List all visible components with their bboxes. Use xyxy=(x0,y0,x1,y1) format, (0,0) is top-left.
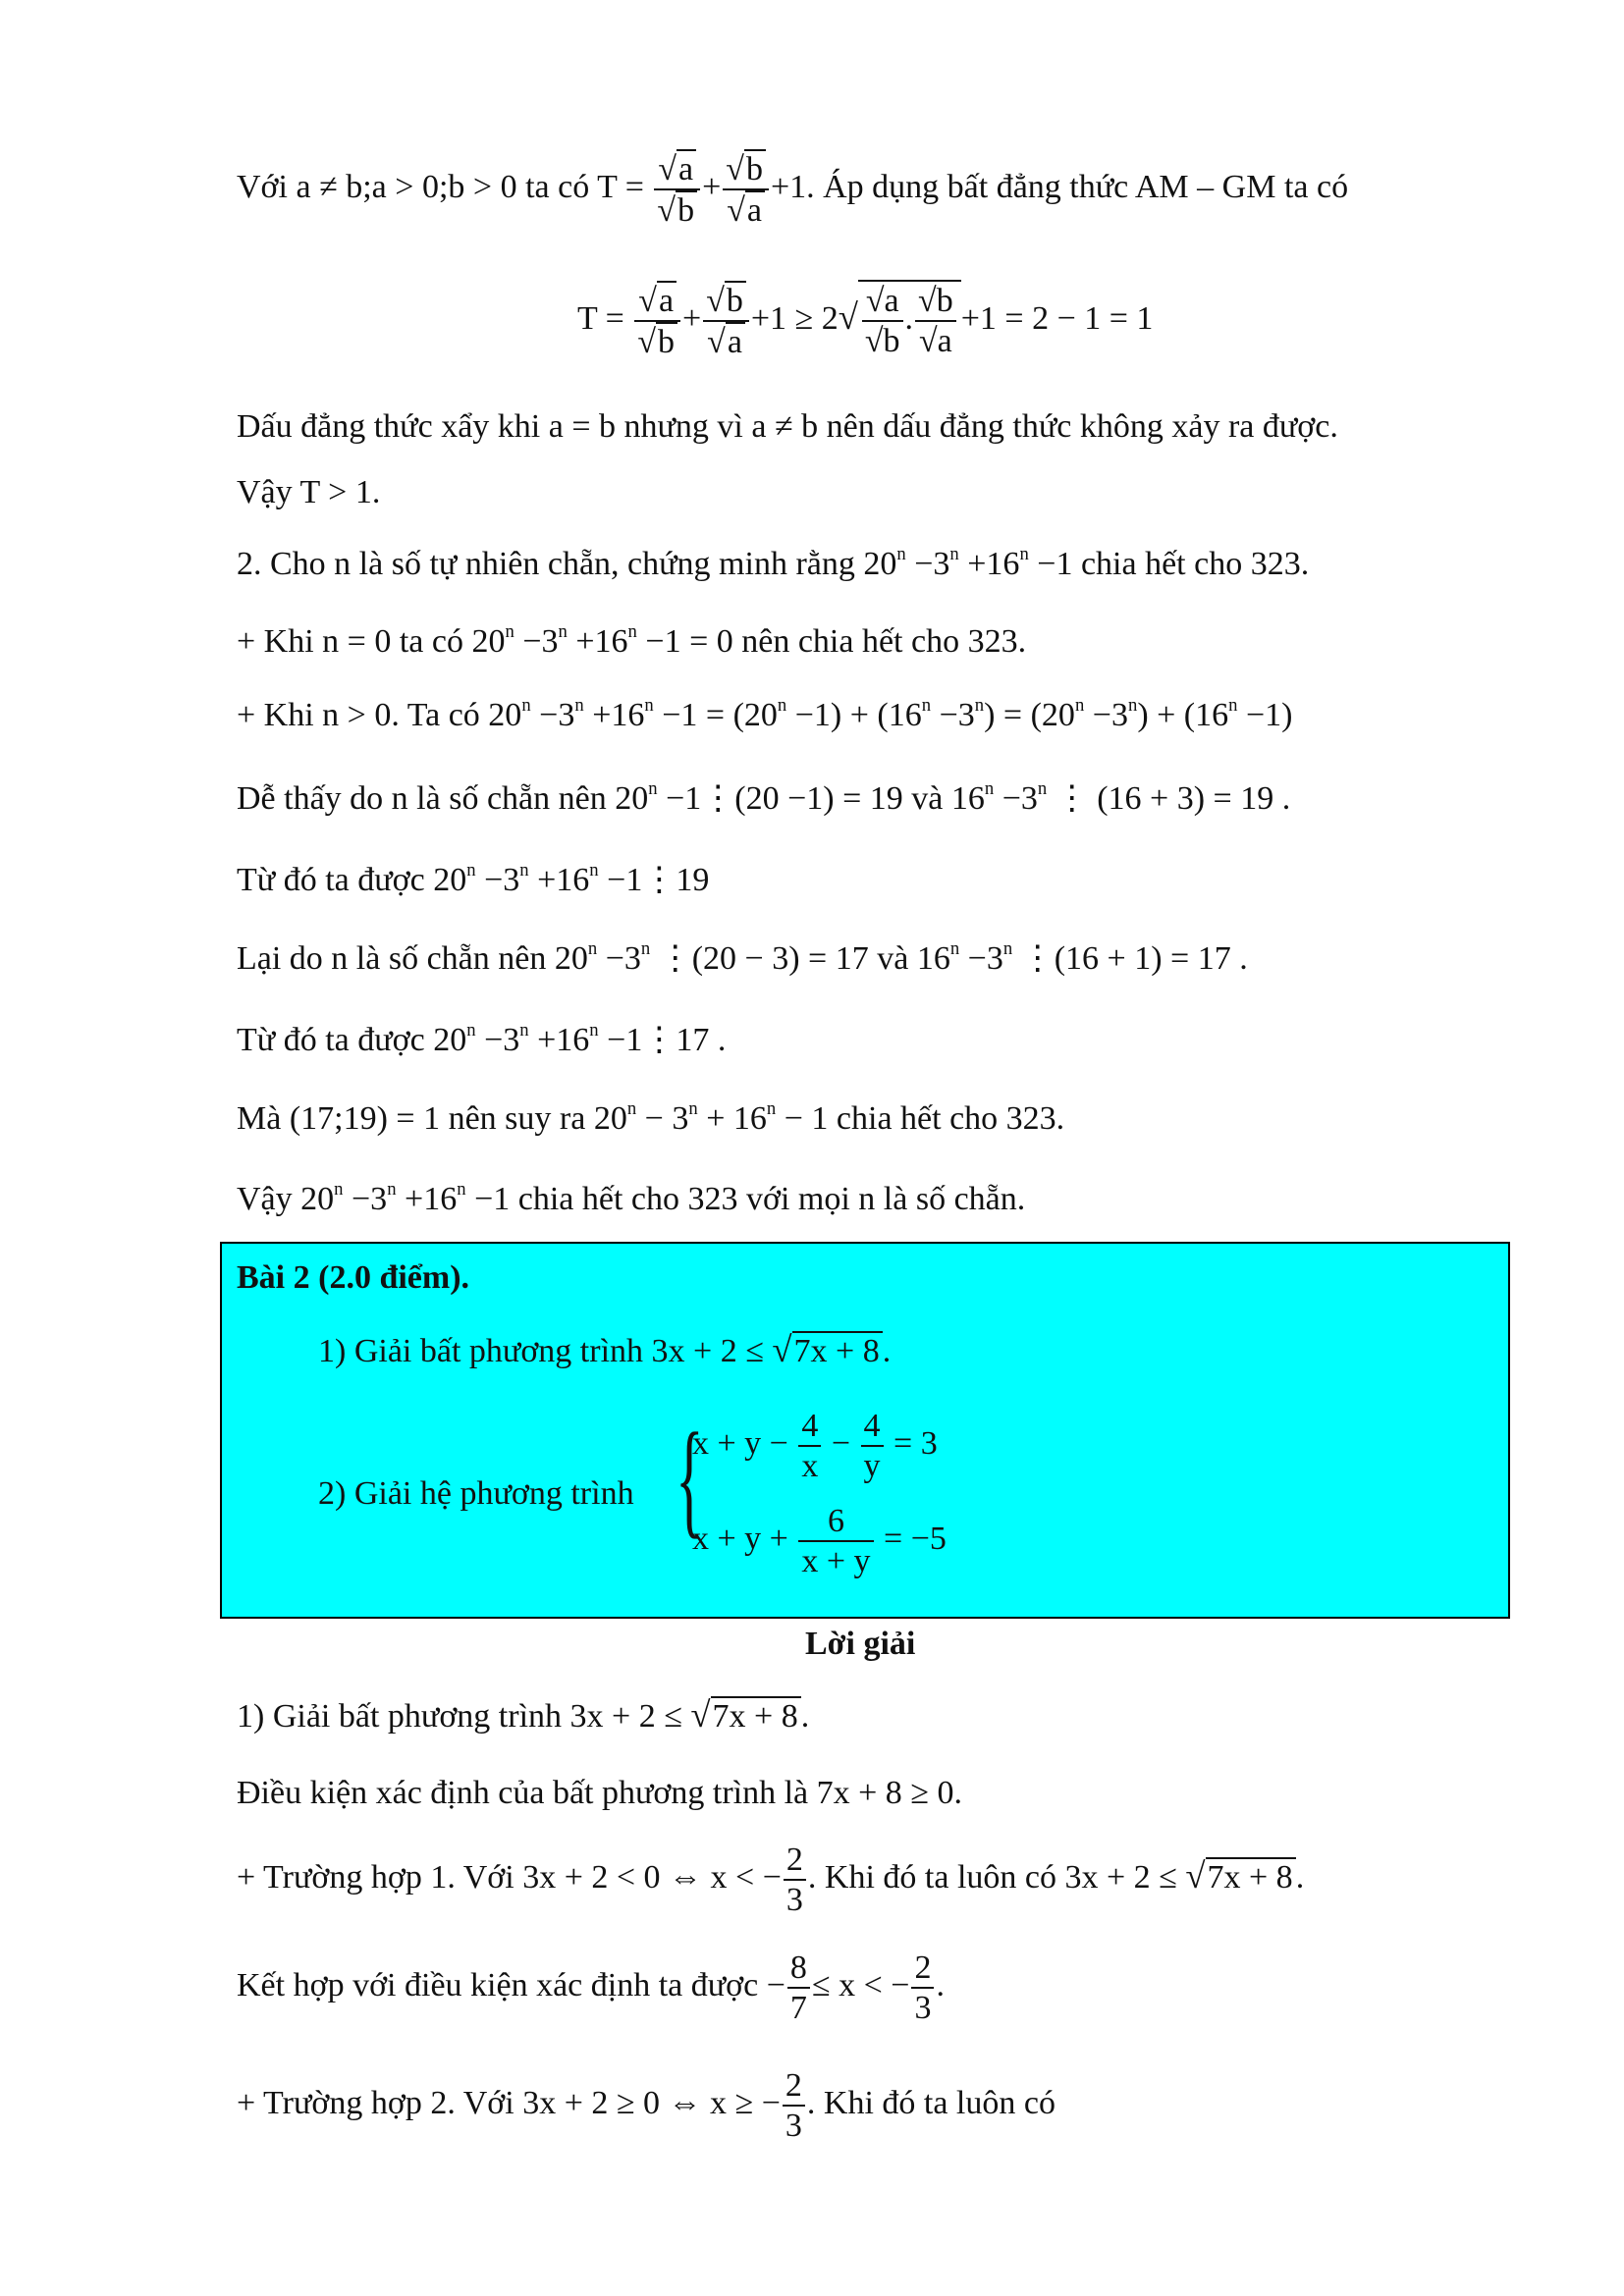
fraction-b-a: $\frac{√b}{√a}$ xyxy=(703,281,749,361)
case-n-zero: + Khi n = 0 ta có $20^n -3^n +16^n -1 = 0$ nên chia hết cho 323. xyxy=(237,621,1027,660)
intro-tail: +1. Áp dụng bất đẳng thức AM – GM ta có xyxy=(770,168,1349,205)
coprime-conclusion: Mà (17;19) = 1 nên suy ra $20^n - 3^n + 16^n - 1$ chia hết cho 323. xyxy=(237,1098,1065,1137)
intro-text: Với a ≠ b;a > 0;b > 0 ta có T = xyxy=(237,168,644,205)
am-gm-end: +1 = 2 − 1 = 1 xyxy=(960,299,1154,337)
problem-q1: 1) Giải bất phương trình 3x + 2 ≤ √7x + 8. xyxy=(318,1329,892,1369)
am-gm-equation: T = $\frac{√a}{√b}$ + $\frac{√b}{√a}$ +1 ≥ 2√ $\frac{√a}{√b}$ . $\frac{√b}{√a}$ +1 = 2 − 1 = 1 xyxy=(577,280,1153,361)
intro-line: Với a ≠ b;a > 0;b > 0 ta có T = $\frac{√a}{√b}$ + $\frac{√b}{√a}$ +1. Áp dụng bất đẳng thức AM – GM ta có xyxy=(237,151,1349,230)
equality-condition: Dấu đẳng thức xẩy khi a = b nhưng vì a ≠ b nên dấu đẳng thức không xảy ra được. xyxy=(237,408,1338,445)
radicand-b: b xyxy=(744,149,766,187)
case-1: + Trường hợp 1. Với 3x + 2 < 0 ⇔ x < − $\frac{2}{3}$ . Khi đó ta luôn có 3x + 2 ≤ √7x + 8. xyxy=(237,1842,1305,1919)
conclusion-t: Vậy T > 1. xyxy=(237,474,381,510)
radicand-a: a xyxy=(657,281,677,319)
fraction-sqrt-b-over-sqrt-a: $\frac{√b}{√a}$ xyxy=(723,149,769,230)
system-eq1: x + y − $\frac{4}{x}$ − $\frac{4}{y}$ = 3 xyxy=(692,1408,938,1485)
final-conclusion: Vậy $20^n -3^n +16^n -1$ chia hết cho 323 với mọi n là số chẵn. xyxy=(237,1179,1026,1217)
problem-title: Bài 2 (2.0 điểm). xyxy=(237,1259,470,1296)
divisible-by-17-reason: Lại do n là số chẵn nên $20^n -3^n$ ⋮(20 − 3) = 17 và $16^n -3^n$ ⋮(16 + 1) = 17 . xyxy=(237,938,1248,977)
case-2: + Trường hợp 2. Với 3x + 2 ≥ 0 ⇔ x ≥ − $\frac{2}{3}$ . Khi đó ta luôn có xyxy=(237,2067,1056,2145)
am-gm-middle: +1 ≥ 2 xyxy=(750,299,839,337)
solution-title: Lời giải xyxy=(805,1626,916,1662)
solution-step-1: 1) Giải bất phương trình 3x + 2 ≤ √7x + 8. xyxy=(237,1694,810,1735)
fraction-sqrt-a-over-sqrt-b: $\frac{√a}{√b}$ xyxy=(654,149,700,230)
system-eq2: x + y + $\frac{6}{x + y}$ = −5 xyxy=(692,1503,947,1580)
divisible-by-19: Từ đó ta được $20^n -3^n +16^n$ −1⋮19 xyxy=(237,860,710,898)
t-equals: T = xyxy=(577,299,624,337)
product-radical: $\frac{√a}{√b}$ . $\frac{√b}{√a}$ xyxy=(858,280,961,360)
radicand-a: a xyxy=(726,322,745,360)
divisible-by-19-reason: Dễ thấy do n là số chẵn nên $20^n$ −1⋮(20 −1) = 19 và $16^n -3^n$ ⋮ (16 + 3) = 19 . xyxy=(237,778,1291,817)
divisible-by-17: Từ đó ta được $20^n -3^n +16^n$ −1⋮17 . xyxy=(237,1020,727,1058)
case-n-positive: + Khi n > 0. Ta có $20^n -3^n +16^n -1 = (20^n -1) + (16^n -3^n) = (20^n -3^n) + (16^n -1)$ xyxy=(237,695,1293,733)
part-2-statement: 2. Cho n là số tự nhiên chẵn, chứng minh rằng $20^n -3^n +16^n -1$ chia hết cho 323. xyxy=(237,544,1310,582)
case-1-result: Kết hợp với điều kiện xác định ta được − $\frac{8}{7}$ ≤ x < − $\frac{2}{3}$ . xyxy=(237,1949,945,2027)
radicand-a: a xyxy=(745,190,765,229)
radicand: 7x + 8 xyxy=(792,1331,883,1369)
radicand-a: a xyxy=(677,149,696,187)
radicand-b: b xyxy=(725,281,746,319)
fraction-a-b: $\frac{√a}{√b}$ xyxy=(634,281,680,361)
radicand-b: b xyxy=(656,322,677,360)
radicand-b: b xyxy=(676,190,697,229)
system-brace: { xyxy=(676,1406,704,1550)
problem-q2-label: 2) Giải hệ phương trình xyxy=(318,1475,634,1512)
domain-condition: Điều kiện xác định của bất phương trình là 7x + 8 ≥ 0. xyxy=(237,1775,962,1811)
